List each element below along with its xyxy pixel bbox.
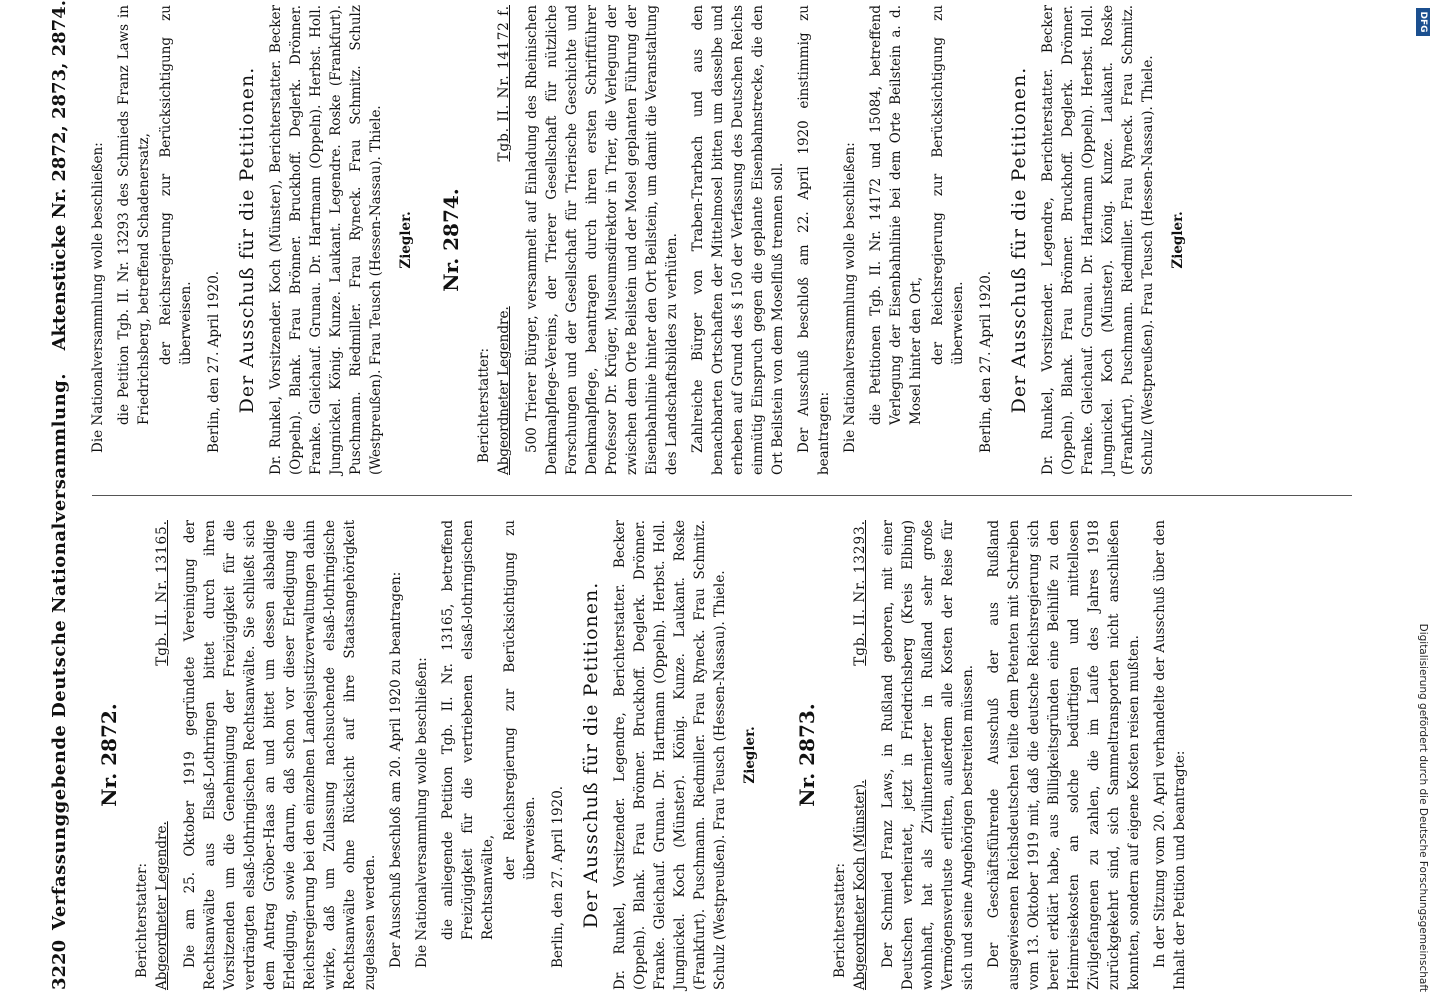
- resolution: die Petition Tgb. II. Nr. 13293 des Schmieds Franz Laws in Friedrichsberg, betreffend Schadenersatz,: [116, 5, 152, 425]
- paragraph: In der Sitzung vom 20. April verhandelte der Ausschuß über den Inhalt der Petition und beantragte:: [1152, 520, 1188, 990]
- committee-members: Dr. Runkel, Vorsitzender. Legendre, Berichterstatter. Becker (Oppeln). Blank. Frau Brönner. Bruckhoff. Deglerk. Drönner. Franke. Gleichauf. Grunau. Dr. Hartmann (Oppeln). Herbst. Holl. Jungnickel. Koch (Münster). König. Kunze. Laukant. Roske (Frankfurt). Puschmann. Riedmiller. Frau Ryneck. Frau Schmitz. Schulz (Westpreußen). Frau Teusch (Hessen-Nassau). Thiele.: [612, 520, 728, 990]
- column-divider: [92, 495, 1352, 496]
- digitization-credit: Digitalisierung gefördert durch die Deutsche Forschungsgemeinschaft: [1417, 623, 1429, 992]
- right-column: [88, 5, 1358, 475]
- left-column: [88, 520, 1358, 990]
- date-line: Berlin, den 27. April 1920.: [978, 270, 994, 453]
- committee-members: Dr. Runkel, Vorsitzender. Legendre, Berichterstatter. Becker (Oppeln). Blank. Frau Brönner. Bruckhoff. Deglerk. Drönner. Franke. Gleichauf. Grunau. Dr. Hartmann (Oppeln). Herbst. Holl. Jungnickel. Koch (Münster). König. Kunze. Laukant. Roske (Frankfurt). Puschmann. Riedmiller. Frau Ryneck. Frau Schmitz. Schulz (Westpreußen). Frau Teusch (Hessen-Nassau). Thiele.: [1040, 5, 1156, 475]
- doc-2873-reporter: [830, 520, 872, 990]
- reporter-label: Berichterstatter:: [134, 862, 150, 978]
- document-numbers: Aktenstücke Nr. 2872, 2873, 2874.: [49, 0, 70, 351]
- journal-reference: Tgb. II. Nr. 14172 f.: [496, 5, 512, 162]
- rotated-page: [40, 0, 1370, 990]
- reporter-label: Berichterstatter:: [832, 862, 848, 978]
- date-line: Berlin, den 27. April 1920.: [206, 270, 222, 453]
- doc-2874-reporter: [474, 5, 516, 475]
- doc-2872-reporter: [132, 520, 174, 990]
- paragraph: Die am 25. Oktober 1919 gegründete Vereinigung der Rechtsanwälte aus Elsaß-Lothringen bittet durch ihren Vorsitzenden um die Genehmigung der Freizügigkeit für die verdrängten elsaß-lothringischen Rechtsanwälte. Sie schließt sich dem Antrag Gröber-Haas an und bittet um dessen alsbaldige Erledigung, sowie darum, daß schon vor dieser Erledigung die Reichsregierung bei den einzelnen Landesjustizverwaltungen dahin wirke, daß um Zulassung nachsuchende elsaß-lothringische Rechtsanwälte ohne Rücksicht auf ihre Staatsangehörigkeit zugelassen werden.: [182, 520, 378, 990]
- paragraph: Der Ausschuß beschloß am 22. April 1920 einstimmig zu beantragen:: [796, 5, 832, 475]
- journal-reference: Tgb. II. Nr. 13165.: [154, 520, 170, 666]
- digitization-sidenote: [1412, 8, 1434, 992]
- dfg-logo-text: DFG: [1418, 11, 1428, 33]
- date-line: Berlin, den 27. April 1920.: [550, 785, 566, 968]
- doc-2872-title: Nr. 2872.: [97, 703, 121, 807]
- resolution-action: der Reichsregierung zur Berücksichtigung zu überweisen.: [930, 5, 966, 365]
- paragraph: Zahlreiche Bürger von Traben-Trarbach und aus den benachbarten Ortschaften der Mittelmosel bitten um dasselbe und erheben auf Grund des § 150 der Verfassung des Deutschen Reichs einmütig Einspruch gegen die geplante Eisenbahnstrecke, die den Ort Beilstein von dem Moselfluß trennen soll.: [690, 5, 786, 475]
- committee-heading: Der Ausschuß für die Petitionen.: [1008, 66, 1030, 414]
- doc-2874-title: Nr. 2874.: [439, 188, 463, 292]
- reporter-name: Abgeordneter Legendre.: [496, 306, 512, 475]
- page-header: [40, 0, 80, 990]
- reporter-label: Berichterstatter:: [476, 347, 492, 463]
- page-number: 3220: [49, 939, 70, 990]
- committee-last-member: Ziegler.: [398, 211, 414, 269]
- resolution: die Petitionen Tgb. II. Nr. 14172 und 15084, betreffend Verlegung der Eisenbahnlinie bei dem Orte Beilstein a. d. Mosel hinter den Ort,: [868, 5, 924, 425]
- committee-last-member: Ziegler.: [742, 726, 758, 784]
- resolution-action: der Reichsregierung zur Berücksichtigung zu überweisen.: [158, 5, 194, 365]
- reporter-name: Abgeordneter Koch (Münster).: [852, 779, 868, 990]
- resolution: die anliegende Petition Tgb. II. Nr. 13165, betreffend Freizügigkeit für die vertriebenen elsaß-lothringischen Rechtsanwälte,: [440, 520, 496, 940]
- doc-2873-title: Nr. 2873.: [795, 703, 819, 807]
- committee-members: Dr. Runkel, Vorsitzender. Koch (Münster), Berichterstatter. Becker (Oppeln). Blank. Frau Brönner. Bruckhoff. Deglerk. Drönner. Franke. Gleichauf. Grunau. Dr. Hartmann (Oppeln). Herbst. Holl. Jungnickel. König. Kunze. Laukant. Legendre. Roske (Frankfurt). Puschmann. Riedmiller. Frau Ryneck. Frau Schmitz. Schulz (Westpreußen). Frau Teusch (Hessen-Nassau). Thiele.: [268, 5, 384, 475]
- paragraph: Der Schmied Franz Laws, in Rußland geboren, mit einer Deutschen verheiratet, jetzt in Friedrichsberg (Kreis Elbing) wohnhaft, hat als Zivilinternierter in Rußland sehr große Vermögensverluste erlitten, außerdem alle Kosten der Reise für sich und seine Angehörigen bestreiten müssen.: [880, 520, 976, 990]
- paragraph: Der Geschäftsführende Ausschuß der aus Rußland ausgewiesenen Reichsdeutschen teilte dem Petenten mit Schreiben vom 13. Oktober 1919 mit, daß die deutsche Reichsregierung sich bereit erklärt habe, aus Billigkeitsgründen eine Beihilfe zu den Heimreisekosten an solche bedürftigen und mittellosen Zivilgefangenen zu zahlen, die im Laufe des Jahres 1918 zurückgekehrt sind, sich Sammeltransporten nicht anschließen konnten, sondern auf eigene Kosten reisen mußten.: [986, 520, 1142, 990]
- paragraph: Die Nationalversammlung wolle beschließen:: [90, 142, 106, 453]
- paragraph: Der Ausschuß beschloß am 20. April 1920 zu beantragen:: [388, 571, 404, 968]
- resolution-action: der Reichsregierung zur Berücksichtigung zu überweisen.: [502, 520, 538, 880]
- journal-reference: Tgb. II. Nr. 13293.: [852, 520, 868, 666]
- page-title: Verfassunggebende Deutsche Nationalversammlung.: [49, 372, 70, 930]
- paragraph: Die Nationalversammlung wolle beschließen:: [414, 657, 430, 968]
- committee-last-member: Ziegler.: [1170, 211, 1186, 269]
- paragraph: 500 Trierer Bürger, versammelt auf Einladung des Rheinischen Denkmalpflege-Vereins, der Trierer Gesellschaft für nützliche Forschungen und der Gesellschaft für Trierische Geschichte und Denkmalpflege, beantragen durch ihren ersten Schriftführer Professor Dr. Krüger, Museumsdirektor in Trier, die Verlegung der zwischen dem Orte Beilstein und der Mosel geplanten Führung der Eisenbahnlinie hinter den Ort Beilstein, um damit die Veranstaltung des Landschaftsbildes zu verhüten.: [524, 5, 680, 475]
- committee-heading: Der Ausschuß für die Petitionen.: [580, 581, 602, 929]
- paragraph: Die Nationalversammlung wolle beschließen:: [842, 142, 858, 453]
- reporter-name: Abgeordneter Legendre.: [154, 821, 170, 990]
- committee-heading: Der Ausschuß für die Petitionen.: [236, 66, 258, 414]
